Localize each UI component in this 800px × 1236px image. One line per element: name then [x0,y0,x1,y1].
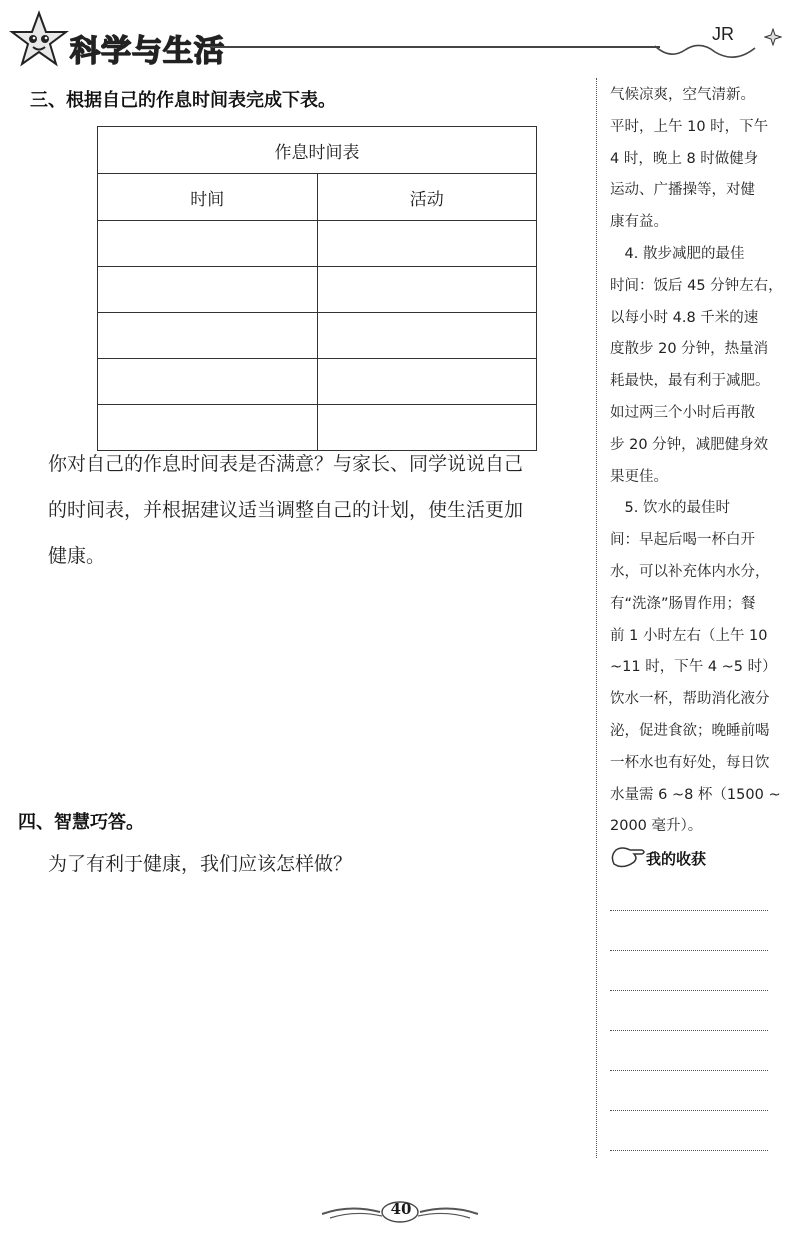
brand-title: 科学与生活 [70,34,225,69]
sidebar-line: 2000 毫升）。 [610,818,703,835]
section3-paragraph-line: 健康。 [48,545,106,567]
note-line[interactable] [610,1030,768,1031]
sidebar-line: 前 1 小时左右（上午 10 [610,627,768,644]
column-header-activity: 活动 [317,174,537,221]
header-rule [210,46,660,48]
sidebar-text [610,80,788,843]
time-cell[interactable] [98,267,318,313]
sidebar-line: 步 20 分钟，减肥健身效 [610,436,769,453]
sidebar-line: 康有益。 [610,214,668,231]
note-line[interactable] [610,910,768,911]
sidebar-line: 间：早起后喝一杯白开 [610,532,755,549]
table-row [98,359,537,405]
column-divider [596,78,597,1158]
harvest-label: 我的收获 [646,850,707,868]
activity-cell[interactable] [317,221,537,267]
time-cell[interactable] [98,359,318,405]
sidebar-line: 时间：饭后 45 分钟左右， [610,277,783,294]
sidebar-line: 4 时，晚上 8 时做健身 [610,150,759,167]
sidebar-line: 水量需 6 ~8 杯（1500 ~ [610,786,781,803]
note-line[interactable] [610,1150,768,1151]
sidebar-line: 以每小时 4.8 千米的速 [610,309,759,326]
sidebar-line: 有“洗涤”肠胃作用；餐 [610,595,756,612]
sidebar-line: 运动、广播操等，对健 [610,182,755,199]
schedule-table-title: 作息时间表 [98,127,537,174]
time-cell[interactable] [98,313,318,359]
note-line[interactable] [610,1110,768,1111]
sidebar-line: 饮水一杯，帮助消化液分 [610,691,770,708]
section3-paragraph-line: 的时间表，并根据建议适当调整自己的计划，使生活更加 [48,499,524,521]
activity-cell[interactable] [317,313,537,359]
sidebar-line: 果更佳。 [610,468,668,485]
series-code: JR [712,24,734,44]
section4-question: 为了有利于健康，我们应该怎样做？ [48,853,353,875]
sidebar-line: 水，可以补充体内水分， [610,563,770,580]
sidebar-line: ~11 时，下午 4 ~5 时） [610,659,777,676]
section3-heading: 三、根据自己的作息时间表完成下表。 [30,90,336,111]
sidebar-line: 泌，促进食欲；晚睡前喝 [610,722,770,739]
page-number: 40 [390,1200,412,1218]
note-line[interactable] [610,990,768,991]
sidebar-line: 气候凉爽，空气清新。 [610,87,755,103]
sidebar-line: 度散步 20 分钟，热量消 [610,341,769,358]
sidebar-line: 平时，上午 10 时，下午 [610,118,769,135]
activity-cell[interactable] [317,267,537,313]
sidebar-line: 4. 散步减肥的最佳 [610,245,745,262]
sidebar-line: 一杯水也有好处，每日饮 [610,754,770,771]
table-row [98,313,537,359]
sidebar-line: 耗最快，最有利于减肥。 [610,373,770,390]
note-line[interactable] [610,950,768,951]
column-header-time: 时间 [98,174,318,221]
table-row [98,221,537,267]
section3-paragraph-line: 你对自己的作息时间表是否满意？与家长、同学说说自己 [48,453,524,475]
section4-heading: 四、智慧巧答。 [18,812,144,833]
time-cell[interactable] [98,221,318,267]
sparkle-icon [764,28,782,46]
note-line[interactable] [610,1070,768,1071]
activity-cell[interactable] [317,359,537,405]
sidebar-line: 如过两三个小时后再散 [610,404,755,421]
sidebar-line: 5. 饮水的最佳时 [610,500,730,517]
schedule-table [97,126,537,451]
table-row [98,267,537,313]
star-mascot-icon [8,10,70,72]
